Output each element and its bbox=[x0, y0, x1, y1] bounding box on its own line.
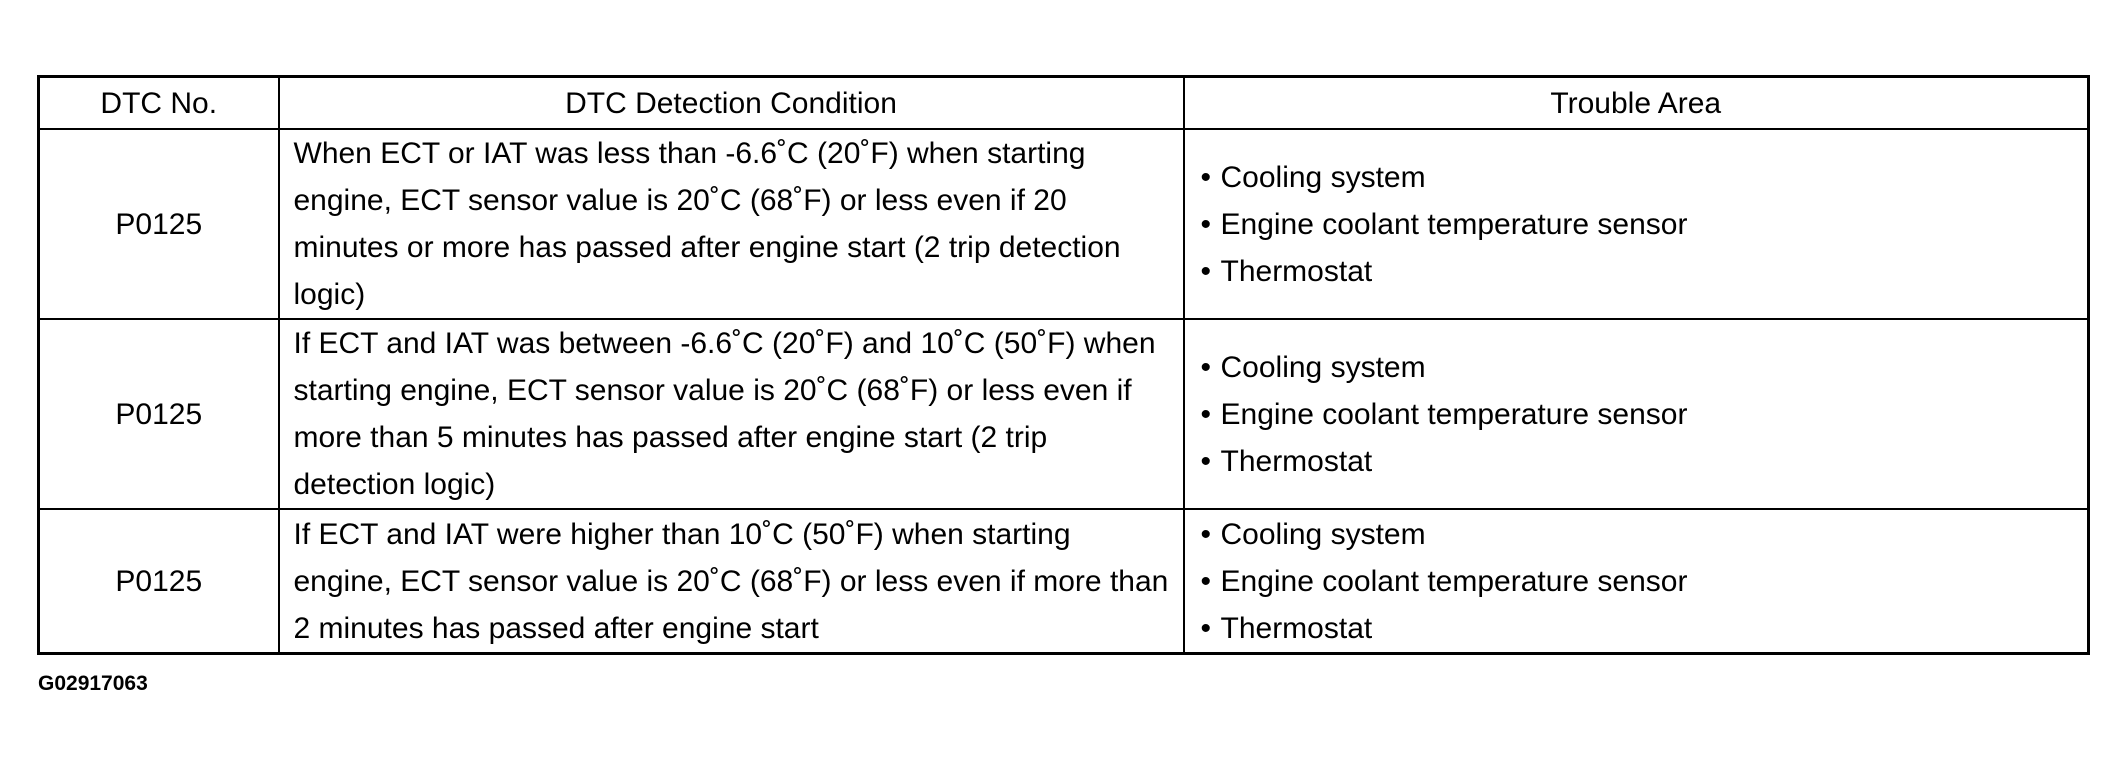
trouble-area-item: • Engine coolant temperature sensor bbox=[1201, 201, 2088, 248]
trouble-area-cell bbox=[1184, 509, 2089, 654]
table-row bbox=[39, 509, 2089, 654]
header-detection-condition: DTC Detection Condition bbox=[279, 77, 1184, 130]
table-body bbox=[39, 129, 2089, 654]
trouble-area-item: • Thermostat bbox=[1201, 248, 2088, 295]
dtc-number-cell: P0125 bbox=[39, 129, 279, 319]
detection-condition-cell: If ECT and IAT were higher than 10˚C (50˚F) when starting engine, ECT sensor value is 20˚C (68˚F) or less even if more than 2 minutes has passed after engine start bbox=[279, 509, 1184, 654]
header-trouble-area: Trouble Area bbox=[1184, 77, 2089, 130]
table-header bbox=[39, 77, 2089, 130]
trouble-area-item: • Engine coolant temperature sensor bbox=[1201, 391, 2088, 438]
trouble-area-item: • Engine coolant temperature sensor bbox=[1201, 558, 2088, 605]
trouble-area-cell bbox=[1184, 319, 2089, 509]
dtc-number-cell: P0125 bbox=[39, 509, 279, 654]
table-row bbox=[39, 129, 2089, 319]
trouble-area-cell bbox=[1184, 129, 2089, 319]
header-dtc-no: DTC No. bbox=[39, 77, 279, 130]
trouble-area-item: • Cooling system bbox=[1201, 344, 2088, 391]
detection-condition-cell: When ECT or IAT was less than -6.6˚C (20˚F) when starting engine, ECT sensor value is 20˚C (68˚F) or less even if 20 minutes or more has passed after engine start (2 trip detection logic) bbox=[279, 129, 1184, 319]
trouble-area-list bbox=[1201, 154, 2088, 295]
header-row bbox=[39, 77, 2089, 130]
trouble-area-item: • Thermostat bbox=[1201, 605, 2088, 652]
trouble-area-list bbox=[1201, 344, 2088, 485]
dtc-table bbox=[37, 75, 2090, 655]
trouble-area-item: • Cooling system bbox=[1201, 154, 2088, 201]
detection-condition-cell: If ECT and IAT was between -6.6˚C (20˚F) and 10˚C (50˚F) when starting engine, ECT sensor value is 20˚C (68˚F) or less even if more than 5 minutes has passed after engine start (2 trip detection logic) bbox=[279, 319, 1184, 509]
trouble-area-list bbox=[1201, 511, 2088, 652]
trouble-area-item: • Cooling system bbox=[1201, 511, 2088, 558]
dtc-number-cell: P0125 bbox=[39, 319, 279, 509]
figure-id: G02917063 bbox=[38, 672, 148, 695]
trouble-area-item: • Thermostat bbox=[1201, 438, 2088, 485]
table-row bbox=[39, 319, 2089, 509]
